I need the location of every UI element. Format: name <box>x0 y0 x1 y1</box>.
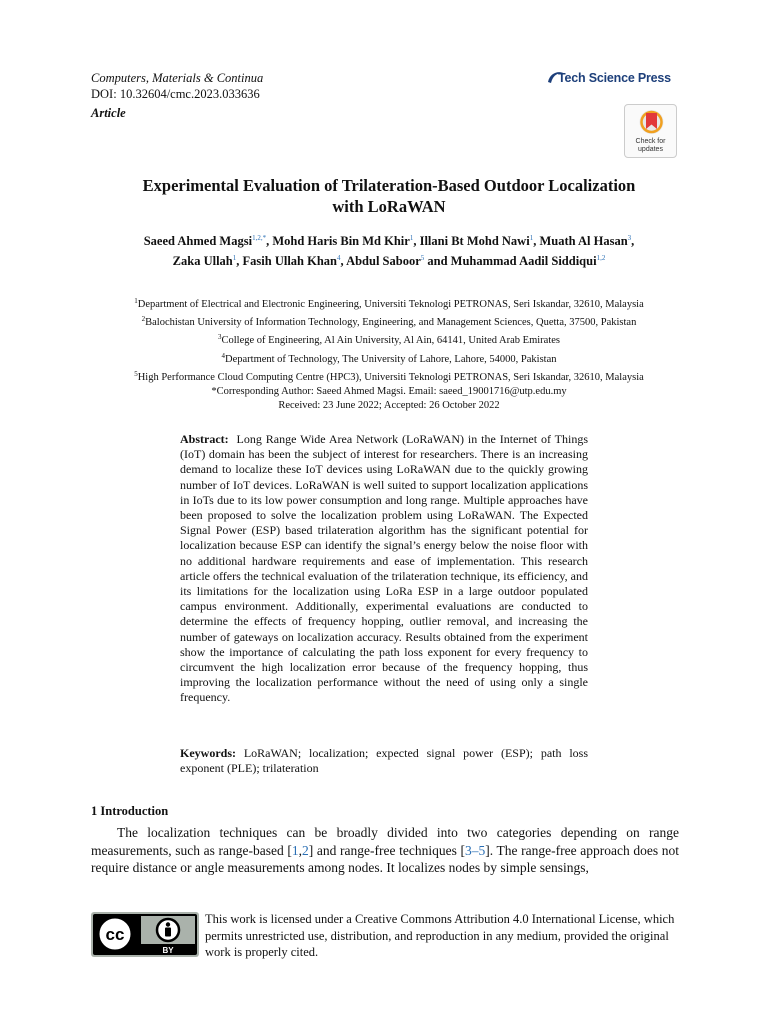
affiliation: $^4$Department of Technology, The University of Lahore, Lahore, 54000, Pakistan <box>221 351 557 365</box>
bookmark-icon <box>625 105 678 139</box>
author: Abdul Saboor <box>346 254 421 268</box>
author: Zaka Ullah <box>172 254 233 268</box>
intro-paragraph: The localization techniques can be broadly divided into two categories depending on range measurements, such as range-based [1,2] and range-free techniques [3–5]. The range-free approach does not require distance or angle measurements among nodes. It localizes nodes by simple sensings, <box>91 825 679 875</box>
keywords-label: Keywords: <box>180 746 236 760</box>
journal-name: Computers, Materials & Continua <box>91 71 264 85</box>
publisher-logo[interactable] <box>546 68 681 90</box>
author: Muath Al Hasan <box>539 234 628 248</box>
license-text: This work is licensed under a Creative Commons Attribution 4.0 International License, which permits unrestricted use, distribution, and reproduction in any medium, provided the original work is properly cited. <box>205 912 675 959</box>
abstract <box>180 432 588 706</box>
citation-link[interactable]: 3–5 <box>464 842 486 858</box>
affiliation: $^3$College of Engineering, Al Ain University, Al Ain, 64141, United Arab Emirates <box>218 333 560 347</box>
corresponding-author: *Corresponding Author: Saeed Ahmed Magsi. Email: saeed_19001716@utp.edu.my <box>211 386 567 398</box>
publisher-name: Tech Science Press <box>558 71 671 85</box>
affiliations <box>70 294 708 413</box>
abstract-label: Abstract: <box>180 432 229 446</box>
check-for-updates-badge[interactable] <box>624 104 677 158</box>
cc-text: cc <box>105 925 125 944</box>
citation-link[interactable]: 1 <box>291 842 299 858</box>
cc-by-license-badge[interactable] <box>91 912 199 957</box>
received-dates: Received: 23 June 2022; Accepted: 26 October 2022 <box>278 400 500 412</box>
author-list: Saeed Ahmed Magsi$^{1,2,*}$, Mohd Haris Bin Md Khir$^1$, Illani Bt Mohd Nawi$^1$, Muath Al Hasan$^3$, Zaka Ullah$^1$, Fasih Ullah Khan$^4$, Abdul Saboor$^5$ and Muhammad Aadil Siddiqui$^{1,2}$ <box>143 234 635 268</box>
author: Muhammad Aadil Siddiqui <box>450 254 597 268</box>
author: Saeed Ahmed Magsi <box>143 234 253 248</box>
keywords <box>180 746 588 776</box>
section-heading: 1 Introduction <box>91 804 169 818</box>
citation-link[interactable]: 2 <box>302 842 309 858</box>
paper-title: Experimental Evaluation of Trilateration-Based Outdoor Localization with LoRaWAN <box>142 176 636 216</box>
check-updates-label: Check for updates <box>635 138 666 153</box>
author: Fasih Ullah Khan <box>242 254 337 268</box>
doi[interactable]: DOI: 10.32604/cmc.2023.033636 <box>91 87 260 101</box>
keywords-text: LoRaWAN; localization; expected signal power (ESP); path loss exponent (PLE); trilateration <box>180 746 588 776</box>
affiliation: $^5$High Performance Cloud Computing Centre (HPC3), Universiti Teknologi PETRONAS, Seri Iskandar, 32610, Malaysia <box>134 369 644 383</box>
by-text: BY <box>162 946 174 955</box>
abstract-text: Long Range Wide Area Network (LoRaWAN) in the Internet of Things (IoT) domain has been the subject of interest for researchers. There is an increasing demand to localize these IoT devices using LoRaWAN due to the quickly growing number of IoT devices. LoRaWAN is well suited to support localization applications in IoTs due to its low power consumption and long range. Multiple approaches have been proposed to solve the localization problem using LoRaWAN. The Expected Signal Power (ESP) based trilateration algorithm has the significant potential for localization because ESP can identify the signal’s energy below the noise floor with no additional hardware requirements and ease of implementation. This research article offers the technical evaluation of the trilateration technique, its efficiency, and its limitations for the localization using LoRa ESP in a large outdoor populated campus environment. Additionally, experimental evaluations are conducted to determine the effects of frequency hopping, outlier removal, and increasing the number of gateways on localization accuracy. Results obtained from the experiment show the importance of calculating the path loss exponent for every frequency to circumvent the high localization error because of the frequency hopping, thus improving the localization performance without the need of using only a single frequency. <box>180 432 588 705</box>
creative-commons-icon <box>91 912 199 957</box>
author: Illani Bt Mohd Nawi <box>419 234 530 248</box>
article-type: Article <box>91 106 126 120</box>
affiliation: $^2$Balochistan University of Information Technology, Engineering, and Management Sciences, Quetta, 37500, Pakistan <box>141 315 637 329</box>
author: Mohd Haris Bin Md Khir <box>272 234 410 248</box>
affiliation: $^1$Department of Electrical and Electronic Engineering, Universiti Teknologi PETRONAS, Seri Iskandar, 32610, Malaysia <box>134 297 644 310</box>
